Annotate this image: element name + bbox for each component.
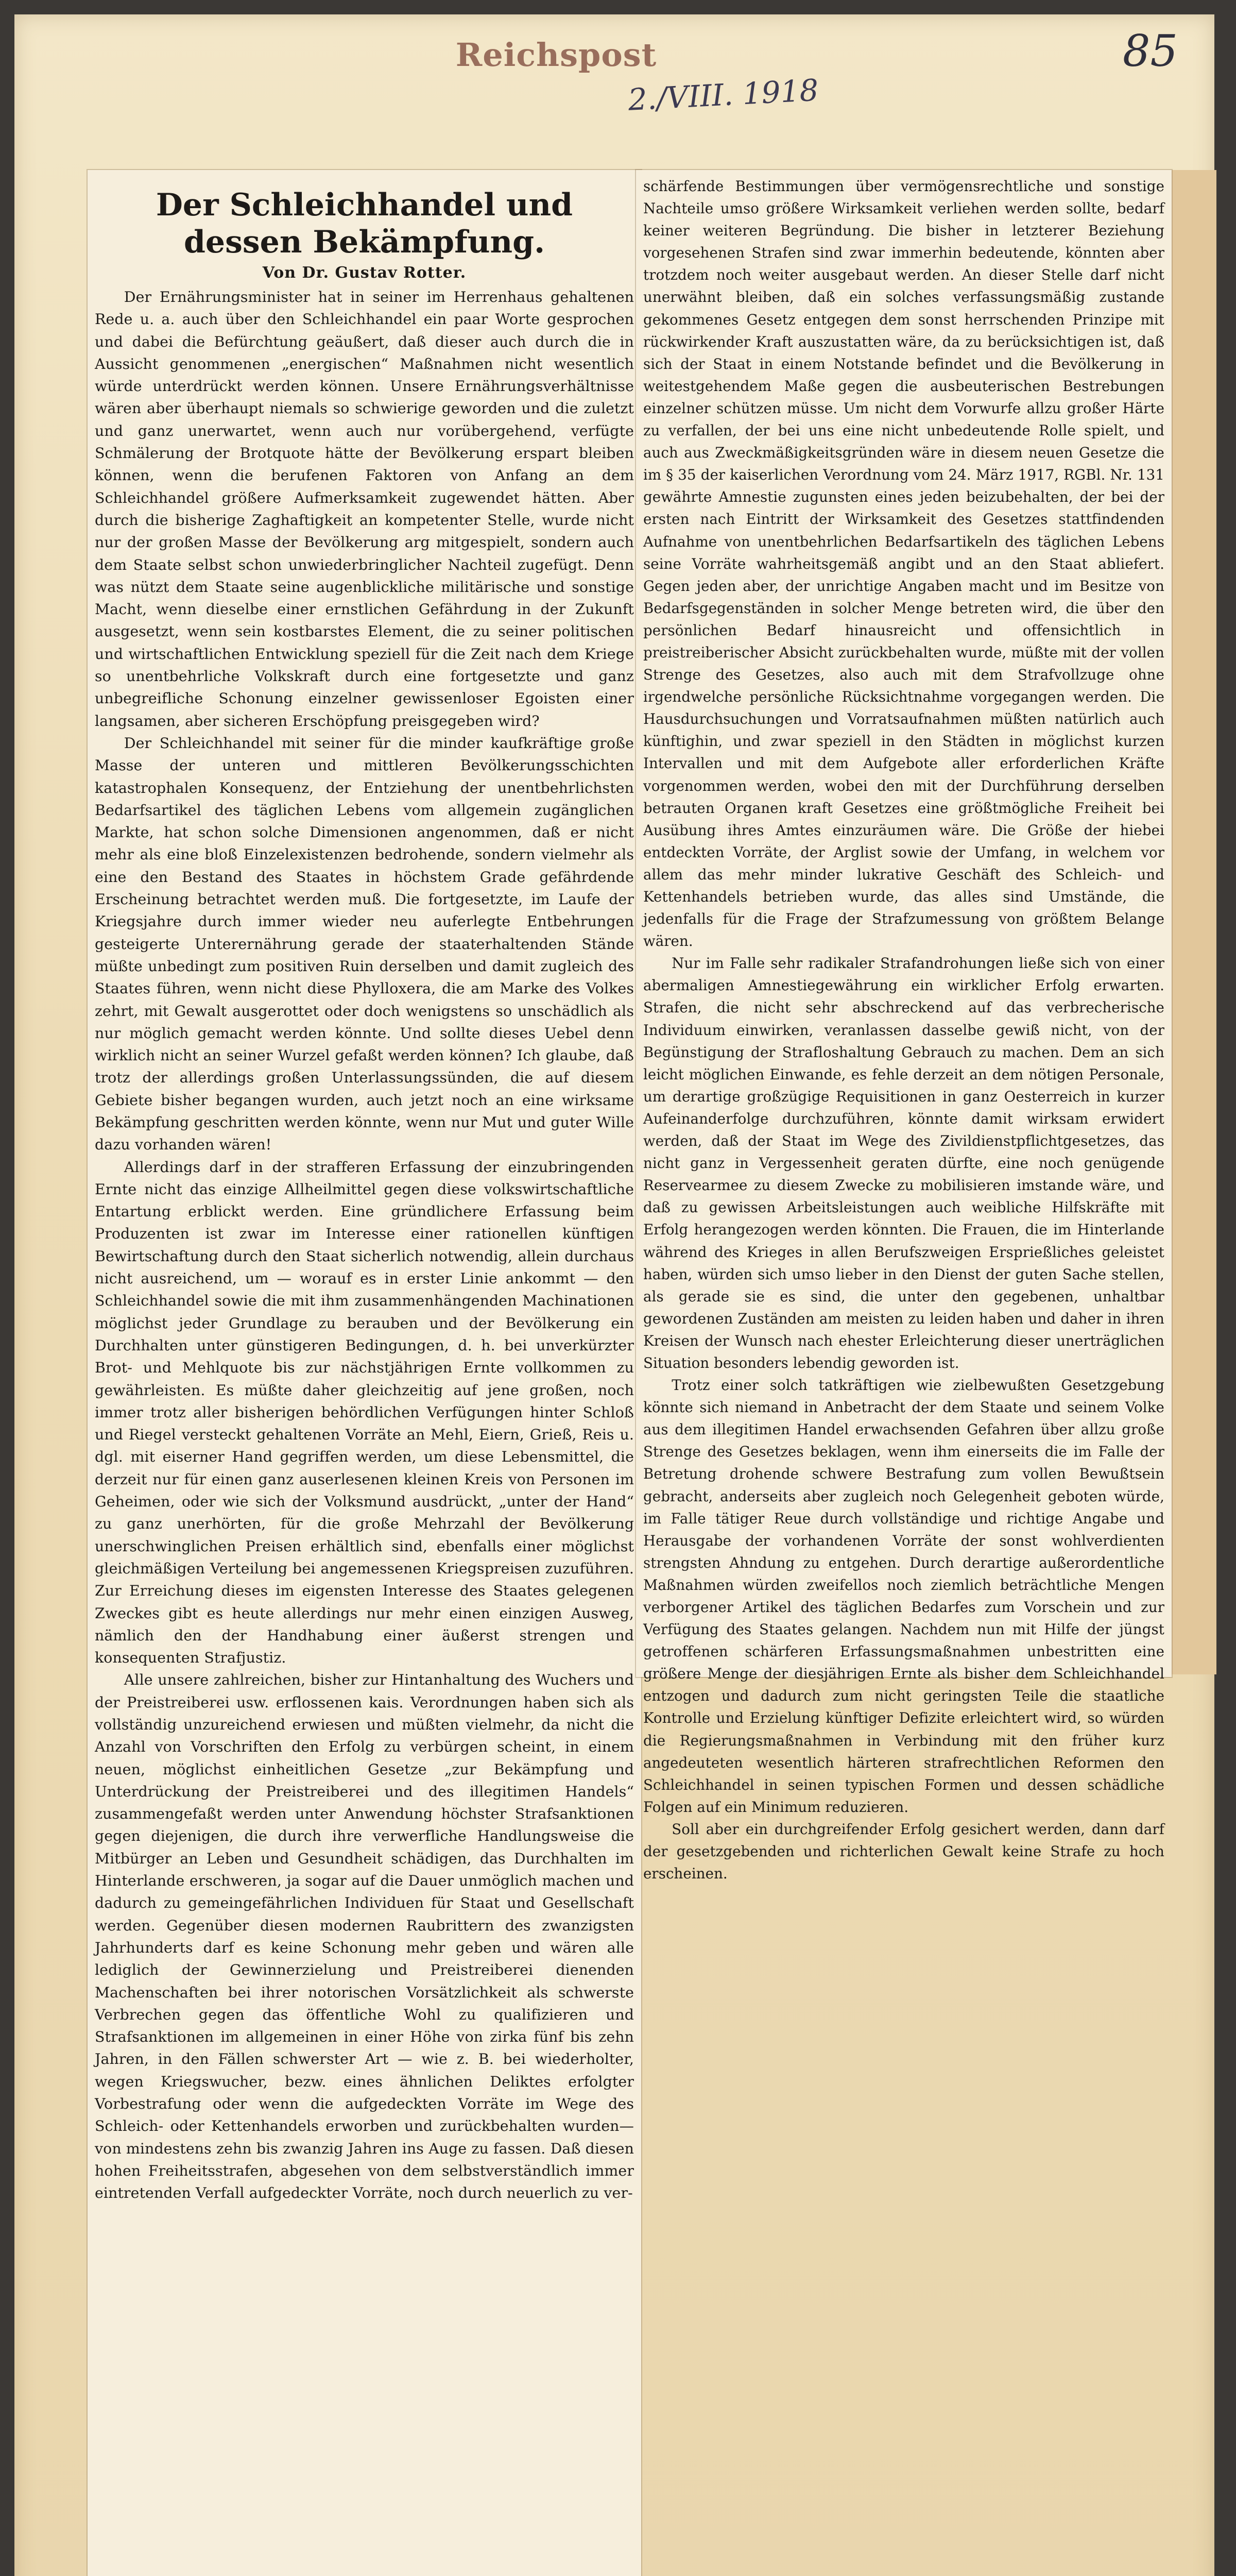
- clipping-column-right: [636, 170, 1172, 1883]
- paragraph: Der Schleichhandel mit seiner für die minder kaufkräftige große Masse der unteren und mittleren Bevölkerungsschichten katastrophalen Konsequenz, der Entziehung der unentbehrlichsten Bedarfsartikel des täglichen Lebens vom allgemein zugänglichen Markte, hat schon solche Dimensionen angenommen, daß er nicht mehr als eine bloß Einzelexistenzen bedrohende, sondern vielmehr als eine den Bestand des Staates in höchstem Grade gefährdende Erscheinung betrachtet werden muß. Die fortgesetzte, im Laufe der Kriegsjahre durch immer wieder neu auferlegte Entbehrungen gesteigerte Unterernährung gerade der staaterhaltenden Stände müßte unbedingt zum positiven Ruin derselben und damit zugleich des Staates führen, wenn nicht diese Phylloxera, die am Marke des Volkes zehrt, mit Gewalt ausgerottet oder doch wenigstens so unschädlich als nur möglich gemacht werden könnte. Und sollte dieses Uebel denn wirklich nicht an seiner Wurzel gefaßt werden können? Ich glaube, daß trotz der allerdings großen Unterlassungssünden, die auf diesem Gebiete bisher begangen wurden, auch jetzt noch an eine wirksame Bekämpfung geschritten werden könnte, wenn nur Mut und guter Wille dazu vorhanden wären!: [95, 734, 634, 1154]
- page-number: 85: [1123, 26, 1178, 76]
- paragraph: Trotz einer solch tatkräftigen wie zielbewußten Gesetzgebung könnte sich niemand in Anbetracht der dem Staate und seinem Volke aus dem illegitimen Handel erwachsenden Gefahren über allzu große Strenge des Gesetzes beklagen, wenn ihm einerseits die im Falle der Betretung drohende schwere Bestrafung zum vollen Bewußtsein gebracht, anderseits aber zugleich noch Gelegenheit geboten würde, im Falle tätiger Reue durch vollständige und richtige Angabe und Herausgabe der vorhandenen Vorräte der sonst wohlverdienten strengsten Ahndung zu entgehen. Durch derartige außerordentliche Maßnahmen würden zweifellos noch ziemlich beträchtliche Mengen verborgener Artikel des täglichen Bedarfes zum Vorschein und zur Verfügung des Staates gelangen. Nachdem nun mit Hilfe der jüngst getroffenen schärferen Erfassungsmaßnahmen unbestritten eine größere Menge der diesjährigen Ernte als bisher dem Schleichhandel entzogen und dadurch zum nicht geringsten Teile die staatliche Kontrolle und Erzielung künftiger Defizite erleichtert wird, so würden die Regierungsmaßnahmen in Verbindung mit den früher kurz angedeuteten wesentlich härteren strafrechtlichen Reformen den Schleichhandel in seinen typischen Formen und dessen schädliche Folgen auf ein Minimum reduzieren.: [643, 1377, 1164, 1816]
- article-title: Der Schleichhandel und dessen Bekämpfung.: [156, 187, 573, 260]
- paragraph: Nur im Falle sehr radikaler Strafandrohungen ließe sich von einer abermaligen Amnestiegewährung ein wirklicher Erfolg erwarten. Strafen, die nicht sehr abschreckend auf das verbrecherische Individuum einwirken, veranlassen dasselbe gewiß nicht, von der Begünstigung der Strafloshaltung Gebrauch zu machen. Dem an sich leicht möglichen Einwande, es fehle derzeit an dem nötigen Personale, um derartige großzügige Requisitionen in ganz Oesterreich in kurzer Aufeinanderfolge durchzuführen, könnte damit wirksam erwidert werden, daß der Staat im Wege des Zivildienstpflichtgesetzes, das nicht ganz in Vergessenheit geraten dürfte, eine noch genügende Reservearmee zu diesem Zwecke zu mobilisieren imstande wäre, und daß zu gewissen Arbeitsleistungen auch weibliche Hilfskräfte mit Erfolg herangezogen werden könnten. Die Frauen, die im Hinterlande während des Krieges in allen Berufszweigen Ersprießliches geleistet haben, würden sich umso lieber in den Dienst der guten Sache stellen, als gerade sie es sind, die unter den gegebenen, unhaltbar gewordenen Zuständen am meisten zu leiden haben und daher in ihren Kreisen der Wunsch nach ehester Erleichterung dieser unerträglichen Situation besonders lebendig geworden ist.: [643, 955, 1164, 1371]
- paragraph: Alle unsere zahlreichen, bisher zur Hintanhaltung des Wuchers und der Preistreiberei usw. erflossenen kais. Verordnungen haben sich als vollständig unzureichend erwiesen und müßten vielmehr, da nicht die Anzahl von Vorschriften den Erfolg zu verbürgen scheint, in einem neuen, möglichst einheitlichen Gesetze „zur Bekämpfung und Unterdrückung der Preistreiberei und des illegitimen Handels“ zusammengefaßt werden unter Anwendung höchster Strafsanktionen gegen diejenigen, die durch ihre verwerfliche Handlungsweise die Mitbürger an Leben und Gesundheit schädigen, das Durchhalten im Hinterlande erschweren, ja sogar auf die Dauer unmöglich machen und dadurch zu gemeingefährlichen Individuen für Staat und Gesellschaft werden. Gegenüber diesen modernen Raubrittern des zwanzigsten Jahrhunderts darf es keine Schonung mehr geben und wären alle lediglich der Gewinnerzielung und Preistreiberei dienenden Machenschaften bei ihrer notorischen Vorsätzlichkeit als schwerste Verbrechen gegen das öffentliche Wohl zu qualifizieren und Strafsanktionen im allgemeinen in einer Höhe von zirka fünf bis zehn Jahren, in den Fällen schwerster Art — wie z. B. bei wiederholter, wegen Kriegswucher, bezw. eines ähnlichen Deliktes erfolgter Vorbestrafung oder wenn die aufgedeckten Vorräte im Wege des Schleich- oder Kettenhandels erworben und zurückbehalten wurden—von mindestens zehn bis zwanzig Jahren ins Auge zu fassen. Daß diesen hohen Freiheitsstrafen, abgesehen von dem selbstverständlich immer eintretenden Verfall aufgedeckter Vorräte, noch durch neuerlich zu ver-: [95, 1671, 634, 2202]
- newspaper-stamp: Reichspost: [455, 36, 657, 74]
- article-byline: Von Dr. Gustav Rotter.: [262, 264, 467, 282]
- clipping-column-left: [88, 170, 641, 2576]
- handwritten-date: 2./VIII. 1918: [627, 72, 819, 117]
- paragraph: schärfende Bestimmungen über vermögensrechtliche und sonstige Nachteile umso größere Wirksamkeit verliehen werden sollte, bedarf keiner weiteren Begründung. Die bisher in letzterer Beziehung vorgesehenen Strafen sind zwar immerhin bedeutende, könnten aber trotzdem noch weiter ausgebaut werden. An dieser Stelle darf nicht unerwähnt bleiben, daß ein solches verfassungsmäßig zustande gekommenes Gesetz entgegen dem sonst herrschenden Prinzipe mit rückwirkender Kraft auszustatten wäre, da zu berücksichtigen ist, daß sich der Staat in einem Notstande befindet und die Bevölkerung in weitestgehendem Maße gegen die ausbeuterischen Bestrebungen einzelner schützen müsse. Um nicht dem Vorwurfe allzu großer Härte zu verfallen, der bei uns eine nicht unbedeutende Rolle spielt, und auch aus Zweckmäßigkeitsgründen wäre in diesem neuen Gesetze die im § 35 der kaiserlichen Verordnung vom 24. März 1917, RGBl. Nr. 131 gewährte Amnestie zugunsten eines jeden beizubehalten, der bei der ersten nach Eintritt der Wirksamkeit des Gesetzes stattfindenden Aufnahme von unentbehrlichen Bedarfsartikeln des täglichen Lebens seine Vorräte wahrheitsgemäß angibt und an den Staat abliefert. Gegen jeden aber, der unrichtige Angaben macht und im Besitze von Bedarfsgegenständen in solcher Menge betreten wird, die über den persönlichen Bedarf hinausreicht und offensichtlich in preistreiberischer Absicht zurückbehalten wurde, müßte mit der vollen Strenge des Gesetzes, also auch mit dem Strafvollzuge ohne irgendwelche persönliche Rücksichtnahme vorgegangen werden. Die Hausdurchsuchungen und Vorratsaufnahmen müßten natürlich auch künftighin, und zwar speziell in den Städten in möglichst kurzen Intervallen und mit dem Aufgebote aller erforderlichen Kräfte vorgenommen werden, wobei den mit der Durchführung derselben betrauten Organen kraft Gesetzes eine größtmögliche Freiheit bei Ausübung ihres Amtes einzuräumen wäre. Die Größe der hiebei entdeckten Vorräte, der Arglist sowie der Umfang, in welchem vor allem das mehr minder lukrative Geschäft des Schleich- und Kettenhandels betrieben wurde, das alles sind Umstände, die jedenfalls für die Frage der Strafzumessung von größtem Belange wären.: [643, 178, 1164, 950]
- paragraph: Allerdings darf in der strafferen Erfassung der einzubringenden Ernte nicht das einzige Allheilmittel gegen diese volkswirtschaftliche Entartung erblickt werden. Eine gründlichere Erfassung beim Produzenten ist zwar im Interesse einer rationellen künftigen Bewirtschaftung durch den Staat sicherlich notwendig, allein durchaus nicht ausreichend, um — worauf es in erster Linie ankommt — den Schleichhandel sowie die mit ihm zusammenhängenden Machinationen möglichst jeder Grundlage zu berauben und der Bevölkerung ein Durchhalten unter günstigeren Bedingungen, d. h. bei unverkürzter Brot- und Mehlquote bis zur nächstjährigen Ernte vollkommen zu gewährleisten. Es müßte daher gleichzeitig auf jene großen, noch immer trotz aller bisherigen behördlichen Verfügungen hinter Schloß und Riegel versteckt gehaltenen Vorräte an Mehl, Eiern, Grieß, Reis u. dgl. mit eiserner Hand gegriffen werden, um diese Lebensmittel, die derzeit nur für einen ganz auserlesenen kleinen Kreis von Personen im Geheimen, oder wie sich der Volksmund ausdrückt, „unter der Hand“ zu ganz unerhörten, für die große Mehrzahl der Bevölkerung unerschwinglichen Preisen erhältlich sind, ebenfalls einer möglichst gleichmäßigen Verteilung bei angemessenen Kriegspreisen zuzuführen. Zur Erreichung dieses im eigensten Interesse des Staates gelegenen Zweckes gibt es heute allerdings nur mehr einen einzigen Ausweg, nämlich den der Handhabung einer äußerst strengen und konsequenten Strafjustiz.: [95, 1158, 634, 1667]
- paragraph: Der Ernährungsminister hat in seiner im Herrenhaus gehaltenen Rede u. a. auch über den Schleichhandel ein paar Worte gesprochen und dabei die Befürchtung geäußert, daß dieser auch durch die in Aussicht genommenen „energischen“ Maßnahmen nicht wesentlich würde unterdrückt werden können. Unsere Ernährungsverhältnisse wären aber überhaupt niemals so schwierige geworden und die zuletzt und ganz unerwartet, wenn auch nur vorübergehend, verfügte Schmälerung der Brotquote hätte der Bevölkerung erspart bleiben können, wenn die berufenen Faktoren von Anfang an dem Schleichhandel größere Aufmerksamkeit zugewendet hätten. Aber durch die bisherige Zaghaftigkeit an kompetenter Stelle, wurde nicht nur der großen Masse der Bevölkerung arg mitgespielt, sondern auch dem Staate selbst schon unwiederbringlicher Nachteil zugefügt. Denn was nützt dem Staate seine augenblickliche militärische und sonstige Macht, wenn dieselbe einer ernstlichen Gefährdung in der Zukunft ausgesetzt, wenn sein kostbarstes Element, die zu seiner politischen und wirtschaftlichen Entwicklung speziell für die Zeit nach dem Kriege so unentbehrliche Volkskraft durch eine fortgesetzte und ganz unbegreifliche Schonung einzelner gewissenloser Egoisten einer langsamen, aber sicheren Erschöpfung preisgegeben wird?: [95, 289, 634, 730]
- paragraph: Soll aber ein durchgreifender Erfolg gesichert werden, dann darf der gesetzgebenden und richterlichen Gewalt keine Strafe zu hoch erscheinen.: [643, 1820, 1164, 1883]
